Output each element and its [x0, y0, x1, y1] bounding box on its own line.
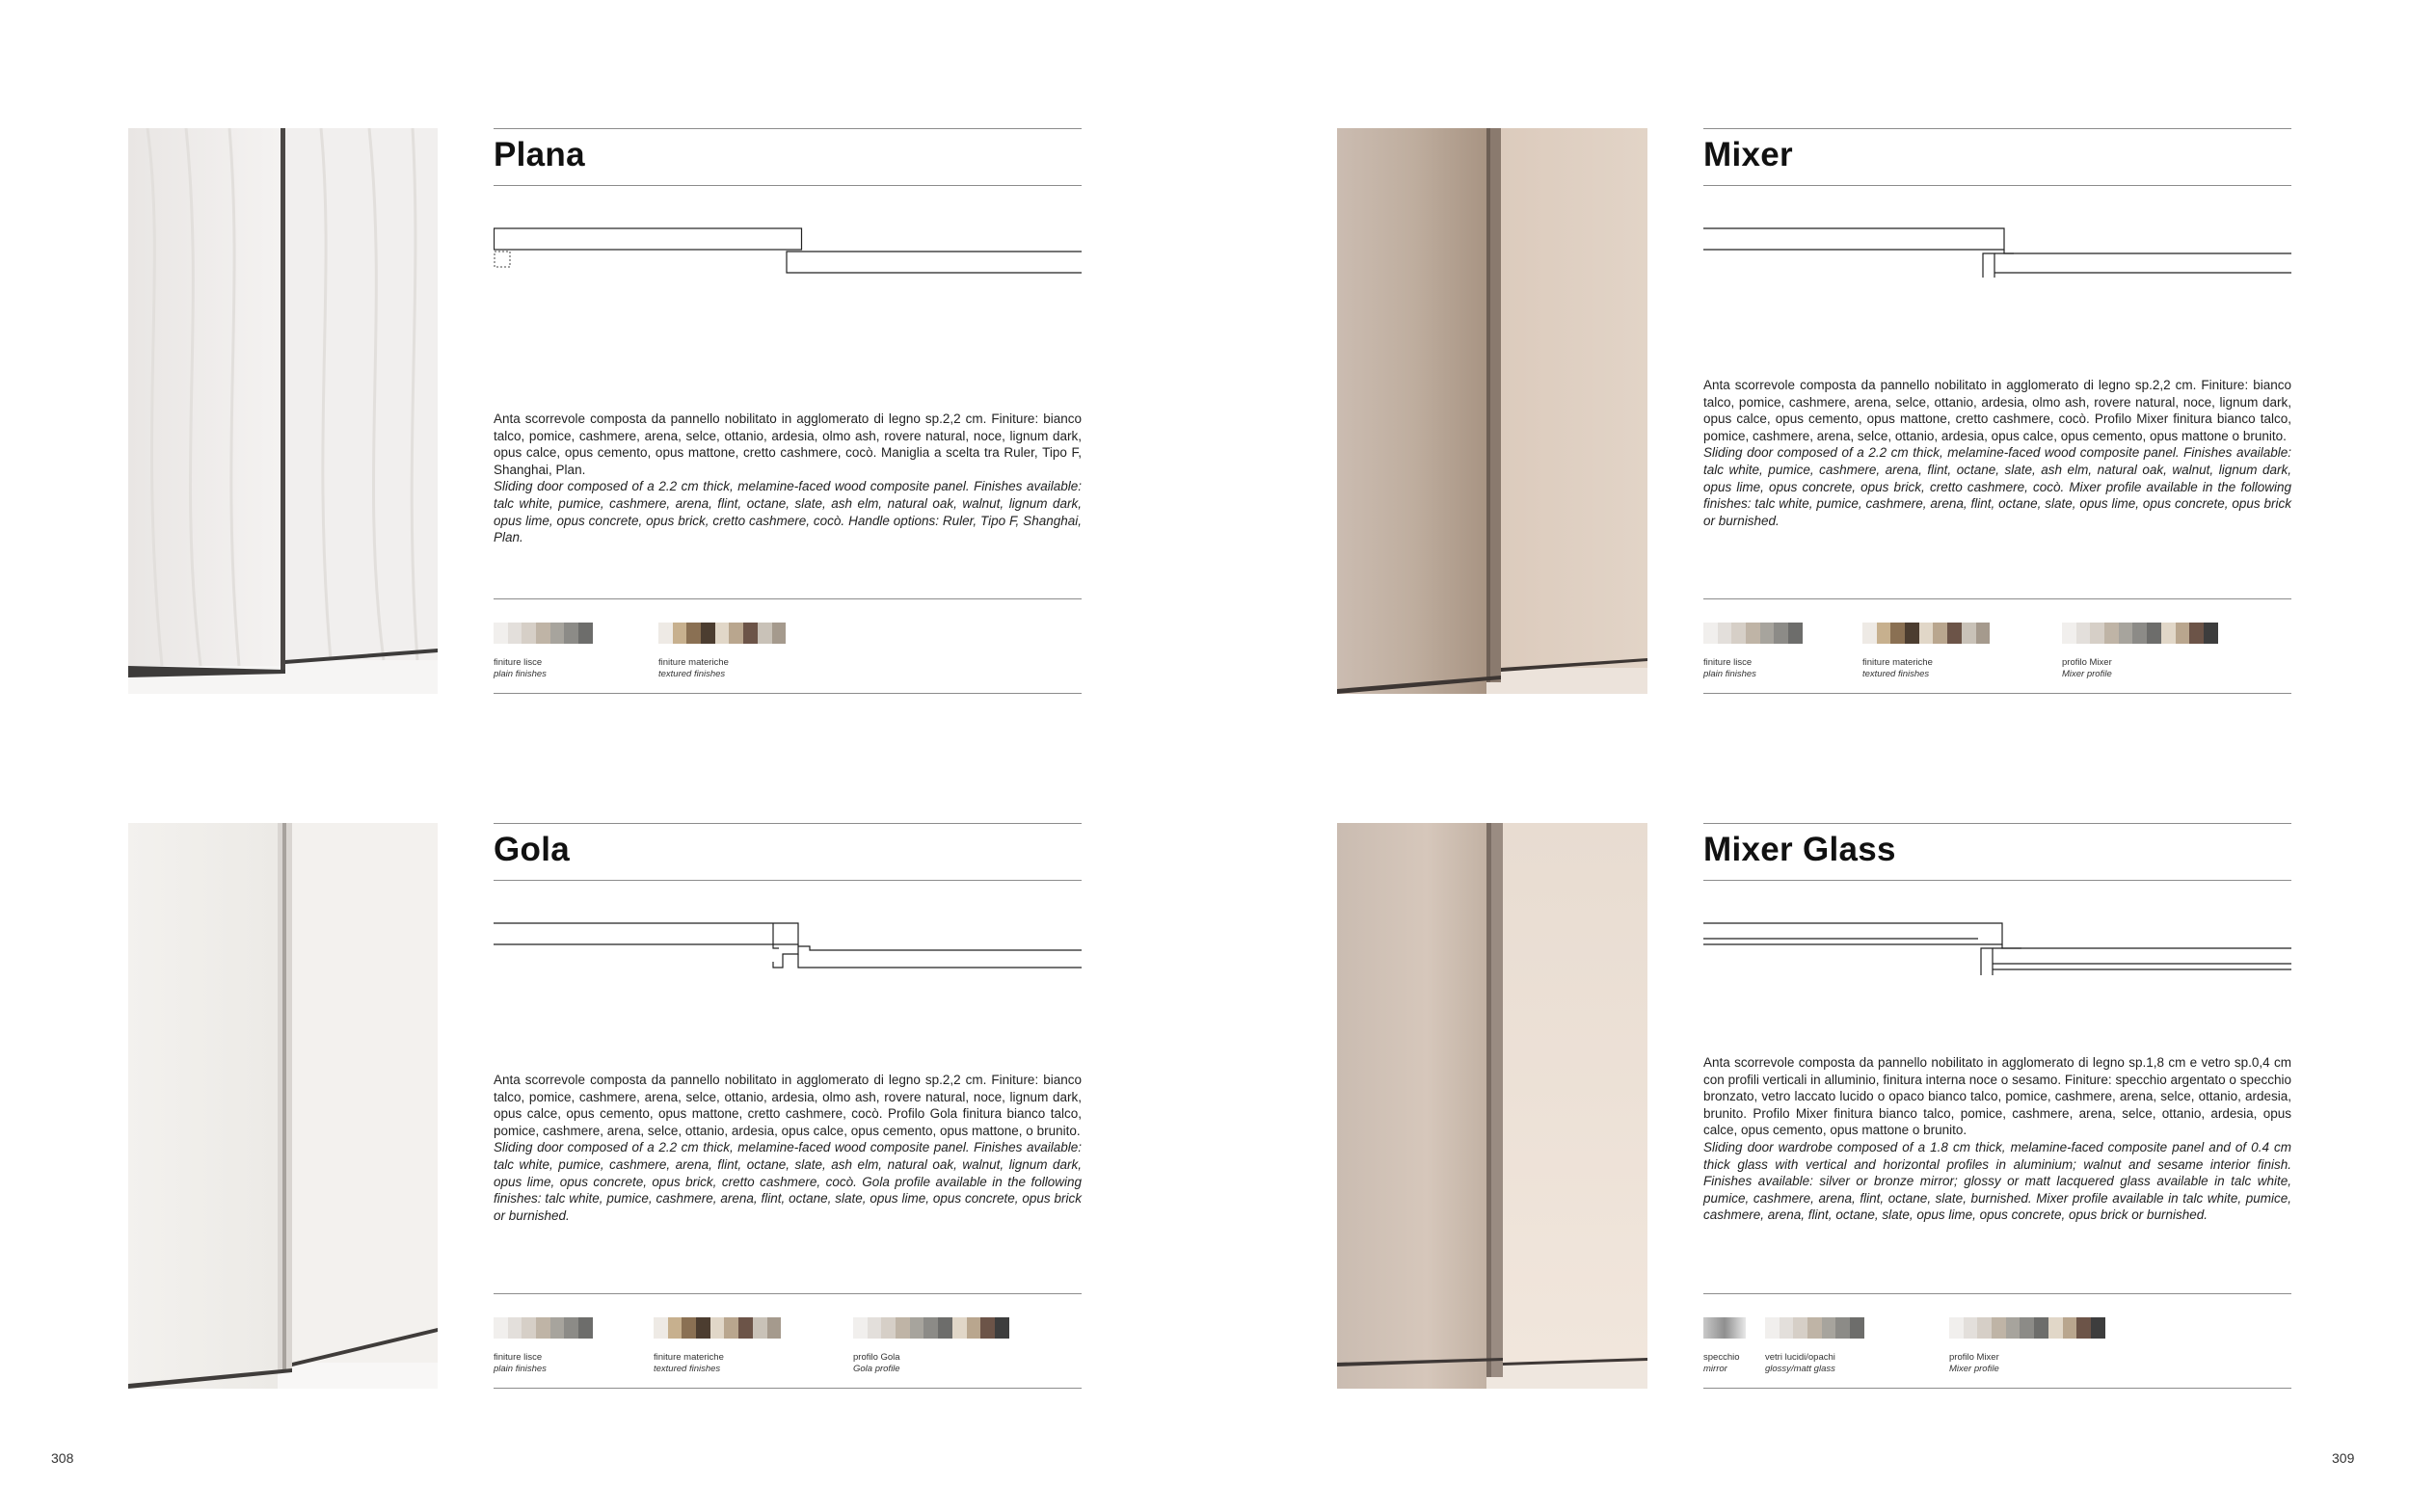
- swatch-strip: [1765, 1317, 1864, 1339]
- color-swatch: [1793, 1317, 1807, 1339]
- swatch-label-en: plain finishes: [494, 669, 547, 679]
- color-swatch: [2132, 623, 2147, 644]
- color-swatch: [715, 623, 730, 644]
- swatch-label: finiture lisce: [494, 657, 543, 668]
- color-swatch: [2006, 1317, 2021, 1339]
- color-swatch: [2161, 623, 2176, 644]
- divider: [494, 880, 1082, 881]
- color-swatch: [2091, 1317, 2105, 1339]
- color-swatch: [701, 623, 715, 644]
- color-swatch: [1760, 623, 1775, 644]
- color-swatch: [743, 623, 758, 644]
- swatch-group-profile: [853, 1317, 1009, 1375]
- swatch-strip: [1703, 1317, 1746, 1339]
- description-english: Sliding door composed of a 2.2 cm thick, melamine-faced wood composite panel. Finishes available: talc white, pumice, cashmere, arena, flint, octane, slate, ash elm, natural oak, walnut, lignum dark, opus lime, opus concrete, opus brick, cretto cashmere, cocò. Mixer profile available in the following finishes: talc white, pumice, cashmere, arena, flint, octane, slate, opus lime, opus concrete, opus brick or burnished.: [1703, 445, 2291, 528]
- gola-profile-drawing: [494, 919, 1082, 996]
- door-photo-plana: [128, 128, 438, 694]
- color-swatch: [673, 623, 687, 644]
- color-swatch: [2076, 1317, 2091, 1339]
- product-card-mixer-glass: [1703, 823, 2291, 1392]
- swatch-label-en: plain finishes: [1703, 669, 1756, 679]
- divider: [1703, 598, 2291, 599]
- color-swatch: [1788, 623, 1803, 644]
- color-swatch: [696, 1317, 710, 1339]
- description-italian: Anta scorrevole composta da pannello nobilitato in agglomerato di legno sp.2,2 cm. Finiture: bianco talco, pomice, cashmere, arena, selce, ottanio, ardesia, olmo ash, rovere natural, noce, lignum dark, opus calce, opus cemento, opus mattone, cretto cashmere, cocò. Maniglia a scelta tra Ruler, Tipo F, Shanghai, Plan.: [494, 411, 1082, 477]
- product-card-gola: [494, 823, 1082, 1392]
- description-italian: Anta scorrevole composta da pannello nobilitato in agglomerato di legno sp.1,8 cm e vetro sp.0,4 cm con profili verticali in alluminio, finitura interna noce o sesamo. Finiture: specchio argentato o specchio bronzato, vetro laccato lucido o opaco bianco talco, pomice, cashmere, arena, selce, ottanio, ardesia, brunito. Profilo Mixer finitura bianco talco, pomice, cashmere, arena, selce, ottanio, ardesia, opus calce, opus cemento, opus mattone o brunito.: [1703, 1055, 2291, 1138]
- color-swatch: [853, 1317, 868, 1339]
- color-swatch: [1703, 1317, 1746, 1339]
- plana-profile-drawing: [494, 225, 1082, 302]
- swatch-strip: [658, 623, 786, 644]
- color-swatch: [682, 1317, 696, 1339]
- description-italian: Anta scorrevole composta da pannello nobilitato in agglomerato di legno sp.2,2 cm. Finiture: bianco talco, pomice, cashmere, arena, selce, ottanio, ardesia, olmo ash, rovere natural, noce, lignum dark, opus calce, opus cemento, opus mattone, cretto cashmere, cocò. Profilo Gola finitura bianco talco, pomice, cashmere, arena, selce, ottanio, ardesia, opus calce, opus cemento, opus mattone, o brunito.: [494, 1073, 1082, 1138]
- color-swatch: [923, 1317, 938, 1339]
- swatch-label-en: Mixer profile: [2062, 669, 2112, 679]
- swatch-label: finiture lisce: [494, 1352, 543, 1363]
- divider: [494, 1293, 1082, 1294]
- color-swatch: [1905, 623, 1919, 644]
- divider: [494, 128, 1082, 129]
- color-swatch: [767, 1317, 782, 1339]
- color-swatch: [2204, 623, 2218, 644]
- color-swatch: [1731, 623, 1746, 644]
- color-swatch: [1976, 623, 1991, 644]
- swatch-group-textured: [654, 1317, 781, 1375]
- swatch-label: vetri lucidi/opachi: [1765, 1352, 1835, 1363]
- color-swatch: [995, 1317, 1009, 1339]
- description-english: Sliding door wardrobe composed of a 1.8 cm thick, melamine-faced composite panel and of 0.4 cm thick glass with vertical and horizontal profiles in aluminium; walnut and sesame interior finish. Finishes available: silver or bronze mirror; glossy or matt lacquered glass available in talc white, pumice, cashmere, arena, flint, octane, slate, burnished. Mixer profile available in talc white, pumice, cashmere, arena, flint, octane, slate, opus lime, opus concrete, opus brick or burnished.: [1703, 1139, 2291, 1223]
- color-swatch: [881, 1317, 896, 1339]
- color-swatch: [536, 1317, 550, 1339]
- color-swatch: [2062, 623, 2076, 644]
- color-swatch: [1947, 623, 1962, 644]
- swatch-group-glass: [1765, 1317, 1864, 1375]
- color-swatch: [896, 1317, 910, 1339]
- divider: [1703, 185, 2291, 186]
- swatch-label: specchio: [1703, 1352, 1740, 1363]
- description-english: Sliding door composed of a 2.2 cm thick, melamine-faced wood composite panel. Finishes available: talc white, pumice, cashmere, arena, flint, octane, slate, ash elm, natural oak, walnut, lignum dark, opus lime, opus concrete, opus brick, cretto cashmere, cocò. Handle options: Ruler, Tipo F, Shanghai, Plan.: [494, 479, 1082, 545]
- color-swatch: [654, 1317, 668, 1339]
- color-swatch: [2119, 623, 2133, 644]
- color-swatch: [1862, 623, 1877, 644]
- color-swatch: [2104, 623, 2119, 644]
- swatch-label-en: glossy/matt glass: [1765, 1364, 1835, 1374]
- color-swatch: [1774, 623, 1788, 644]
- color-swatch: [2048, 1317, 2063, 1339]
- color-swatch: [1765, 1317, 1780, 1339]
- color-swatch: [550, 623, 565, 644]
- color-swatch: [729, 623, 743, 644]
- swatch-label: finiture materiche: [658, 657, 729, 668]
- swatch-group-textured: [1862, 623, 1990, 680]
- color-swatch: [550, 1317, 565, 1339]
- color-swatch: [508, 623, 522, 644]
- color-swatch: [578, 1317, 593, 1339]
- swatch-group-profile: [2062, 623, 2218, 680]
- description-english: Sliding door composed of a 2.2 cm thick, melamine-faced wood composite panel. Finishes available: talc white, pumice, cashmere, arena, flint, octane, slate, ash elm, natural oak, walnut, lignum dark, opus lime, opus concrete, opus brick, cretto cashmere, cocò. Gola profile available in the following finishes: talc white, pumice, cashmere, arena, flint, octane, slate, opus lime, opus concrete, opus brick or burnished.: [494, 1140, 1082, 1223]
- color-swatch: [2189, 623, 2204, 644]
- color-swatch: [508, 1317, 522, 1339]
- color-swatch: [1933, 623, 1947, 644]
- swatch-label-en: textured finishes: [654, 1364, 721, 1374]
- door-photo-mixer-glass: [1337, 823, 1647, 1389]
- color-swatch: [1992, 1317, 2006, 1339]
- swatch-group-plain: [494, 623, 593, 680]
- color-swatch: [1919, 623, 1934, 644]
- color-swatch: [2076, 623, 2091, 644]
- color-swatch: [536, 623, 550, 644]
- divider: [494, 693, 1082, 694]
- divider: [494, 185, 1082, 186]
- color-swatch: [522, 623, 536, 644]
- color-swatch: [494, 1317, 508, 1339]
- door-photo-mixer: [1337, 128, 1647, 694]
- divider: [1703, 880, 2291, 881]
- color-swatch: [1850, 1317, 1864, 1339]
- page-number-left: 308: [51, 1450, 74, 1466]
- swatch-strip: [1949, 1317, 2105, 1339]
- page-number-right: 309: [2332, 1450, 2355, 1466]
- swatch-label: finiture materiche: [1862, 657, 1933, 668]
- product-description: [494, 1072, 1082, 1224]
- swatch-label-en: textured finishes: [1862, 669, 1930, 679]
- divider: [1703, 823, 2291, 824]
- swatch-group-plain: [1703, 623, 1803, 680]
- product-title: Mixer: [1703, 136, 1793, 173]
- color-swatch: [753, 1317, 767, 1339]
- product-card-plana: [494, 128, 1082, 697]
- door-photo-gola: [128, 823, 438, 1389]
- swatch-group-plain: [494, 1317, 593, 1375]
- color-swatch: [2063, 1317, 2077, 1339]
- color-swatch: [668, 1317, 683, 1339]
- color-swatch: [2034, 1317, 2048, 1339]
- color-swatch: [1835, 1317, 1850, 1339]
- swatch-strip: [1862, 623, 1990, 644]
- product-title: Gola: [494, 831, 570, 868]
- color-swatch: [1780, 1317, 1794, 1339]
- color-swatch: [1746, 623, 1760, 644]
- color-swatch: [938, 1317, 952, 1339]
- product-title: Plana: [494, 136, 585, 173]
- color-swatch: [1877, 623, 1891, 644]
- color-swatch: [1949, 1317, 1964, 1339]
- color-swatch: [980, 1317, 995, 1339]
- swatch-group-mirror: [1703, 1317, 1746, 1375]
- color-swatch: [686, 623, 701, 644]
- divider: [1703, 128, 2291, 129]
- divider: [494, 598, 1082, 599]
- product-description: [494, 411, 1082, 546]
- divider: [494, 823, 1082, 824]
- swatch-label: profilo Mixer: [1949, 1352, 1999, 1363]
- product-title: Mixer Glass: [1703, 831, 1896, 868]
- swatch-label-en: Mixer profile: [1949, 1364, 1999, 1374]
- swatch-strip: [494, 623, 593, 644]
- swatch-strip: [494, 1317, 593, 1339]
- swatch-group-textured: [658, 623, 786, 680]
- color-swatch: [522, 1317, 536, 1339]
- color-swatch: [1962, 623, 1976, 644]
- color-swatch: [658, 623, 673, 644]
- swatch-label: finiture materiche: [654, 1352, 724, 1363]
- color-swatch: [772, 623, 787, 644]
- color-swatch: [1890, 623, 1905, 644]
- swatch-strip: [853, 1317, 1009, 1339]
- swatch-label: finiture lisce: [1703, 657, 1753, 668]
- product-description: [1703, 377, 2291, 529]
- mixer-glass-profile-drawing: [1703, 919, 2291, 996]
- color-swatch: [2020, 1317, 2034, 1339]
- swatch-label-en: textured finishes: [658, 669, 726, 679]
- color-swatch: [2176, 623, 2190, 644]
- mixer-profile-drawing: [1703, 225, 2291, 302]
- color-swatch: [967, 1317, 981, 1339]
- color-swatch: [1964, 1317, 1978, 1339]
- color-swatch: [578, 623, 593, 644]
- product-card-mixer: [1703, 128, 2291, 697]
- swatch-strip: [2062, 623, 2218, 644]
- color-swatch: [2090, 623, 2104, 644]
- swatch-strip: [1703, 623, 1803, 644]
- color-swatch: [710, 1317, 725, 1339]
- color-swatch: [564, 623, 578, 644]
- color-swatch: [910, 1317, 924, 1339]
- swatch-label: profilo Gola: [853, 1352, 900, 1363]
- divider: [1703, 693, 2291, 694]
- color-swatch: [724, 1317, 738, 1339]
- divider: [1703, 1293, 2291, 1294]
- swatch-group-profile: [1949, 1317, 2105, 1375]
- color-swatch: [564, 1317, 578, 1339]
- swatch-label-en: plain finishes: [494, 1364, 547, 1374]
- color-swatch: [1703, 623, 1718, 644]
- swatch-label: profilo Mixer: [2062, 657, 2112, 668]
- swatch-label-en: Gola profile: [853, 1364, 900, 1374]
- product-description: [1703, 1054, 2291, 1224]
- color-swatch: [2147, 623, 2161, 644]
- color-swatch: [494, 623, 508, 644]
- description-italian: Anta scorrevole composta da pannello nobilitato in agglomerato di legno sp.2,2 cm. Finiture: bianco talco, pomice, cashmere, arena, selce, ottanio, ardesia, olmo ash, rovere natural, noce, lignum dark, opus calce, opus cemento, opus mattone, cretto cashmere, cocò. Profilo Mixer finitura bianco talco, pomice, cashmere, arena, selce, ottanio, ardesia, opus calce, opus cemento, opus mattone o brunito.: [1703, 378, 2291, 443]
- swatch-label-en: mirror: [1703, 1364, 1727, 1374]
- color-swatch: [868, 1317, 882, 1339]
- color-swatch: [1718, 623, 1732, 644]
- color-swatch: [952, 1317, 967, 1339]
- divider: [494, 1388, 1082, 1389]
- color-swatch: [1807, 1317, 1822, 1339]
- color-swatch: [1822, 1317, 1836, 1339]
- swatch-strip: [654, 1317, 781, 1339]
- color-swatch: [1977, 1317, 1992, 1339]
- divider: [1703, 1388, 2291, 1389]
- color-swatch: [738, 1317, 753, 1339]
- color-swatch: [758, 623, 772, 644]
